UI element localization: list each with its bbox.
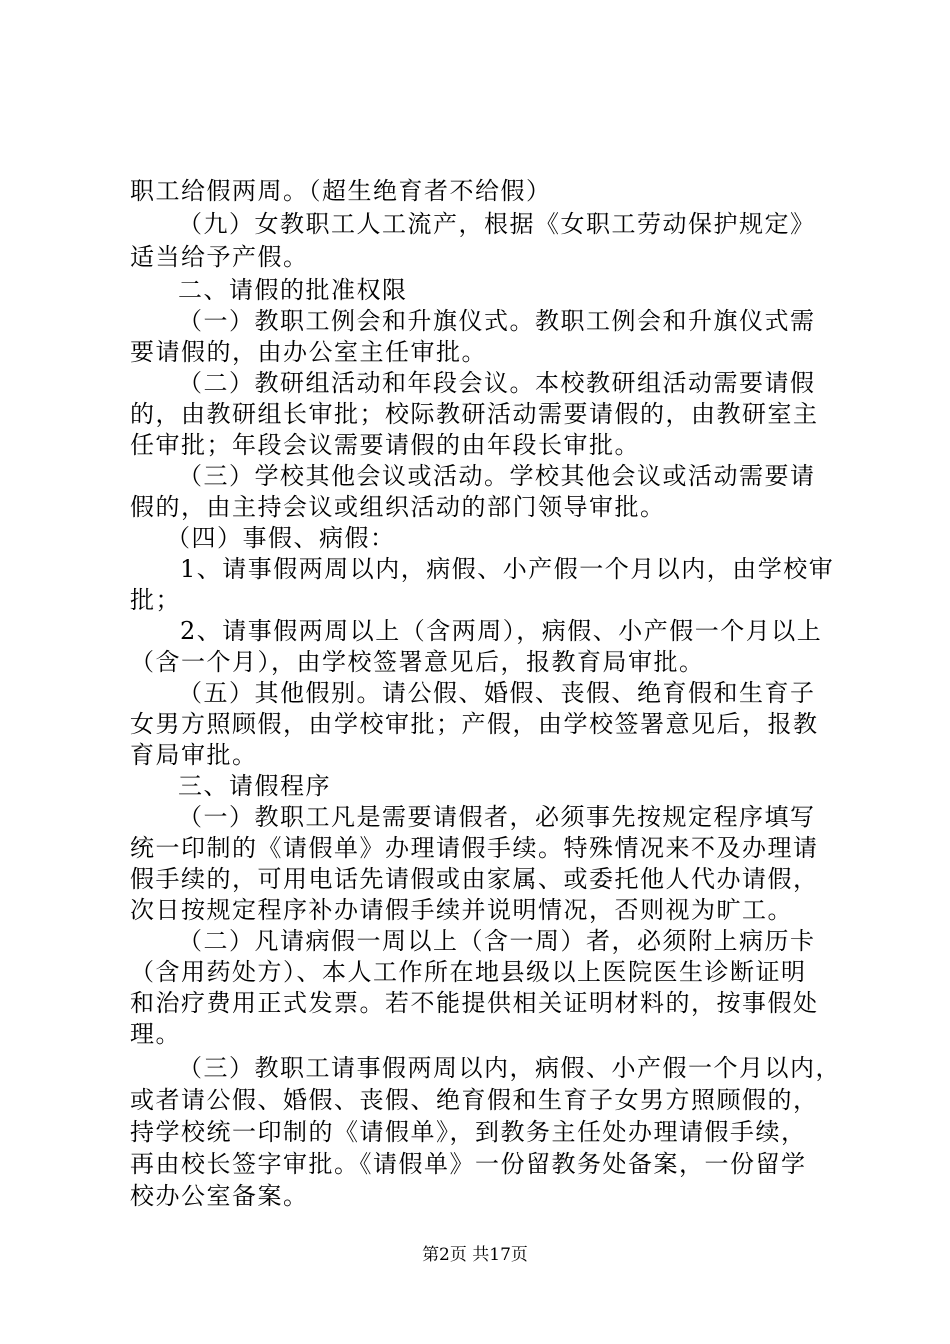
text-line: 女男方照顾假，由学校审批；产假，由学校签署意见后，报教 [130, 710, 819, 738]
text-line: 统一印制的《请假单》办理请假手续。特殊情况来不及办理请 [130, 834, 819, 862]
text-line: 和治疗费用正式发票。若不能提供相关证明材料的，按事假处 [130, 989, 819, 1017]
text-line: （三）学校其他会议或活动。学校其他会议或活动需要请 [178, 462, 816, 490]
text-line: 的，由教研组长审批；校际教研活动需要请假的，由教研室主 [130, 400, 819, 428]
text-line: （二）凡请病假一周以上（含一周）者，必须附上病历卡 [178, 927, 816, 955]
text-line: 职工给假两周。（超生绝育者不给假） [130, 177, 552, 205]
text-line: （一）教职工例会和升旗仪式。教职工例会和升旗仪式需 [178, 307, 816, 335]
text-line: （五）其他假别。请公假、婚假、丧假、绝育假和生育子 [178, 679, 816, 707]
section-heading: 三、请假程序 [178, 772, 331, 800]
text-line: （一）教职工凡是需要请假者，必须事先按规定程序填写 [178, 803, 816, 831]
text-line: 假的，由主持会议或组织活动的部门领导审批。 [130, 493, 666, 521]
text-line: 适当给予产假。 [130, 243, 309, 271]
text-line: 再由校长签字审批。《请假单》一份留教务处备案，一份留学 [130, 1150, 807, 1178]
text-line: 持学校统一印制的《请假单》，到教务主任处办理请假手续， [130, 1118, 807, 1146]
text-line: （九）女教职工人工流产，根据《女职工劳动保护规定》 [178, 210, 816, 238]
text-line: （含一个月），由学校签署意见后，报教育局审批。 [130, 648, 705, 676]
text-line: 1、请事假两周以内，病假、小产假一个月以内，由学校审 [180, 555, 835, 583]
text-line: 育局审批。 [130, 741, 258, 769]
text-line: 批； [130, 586, 181, 614]
section-heading: 二、请假的批准权限 [178, 276, 408, 304]
text-line: （含用药处方）、本人工作所在地县级以上医院医生诊断证明 [130, 958, 807, 986]
text-line: 要请假的，由办公室主任审批。 [130, 338, 487, 366]
text-line: （四）事假、病假： [166, 524, 396, 552]
page-number-footer: 第2页 共17页 [422, 1245, 528, 1265]
text-line: 假手续的，可用电话先请假或由家属、或委托他人代办请假， [130, 865, 819, 893]
text-line: 2、请事假两周以上（含两周），病假、小产假一个月以上 [180, 617, 823, 645]
text-line: （三）教职工请事假两周以内，病假、小产假一个月以内， [178, 1054, 841, 1082]
text-line: 次日按规定程序补办请假手续并说明情况，否则视为旷工。 [130, 896, 793, 924]
text-line: 校办公室备案。 [130, 1182, 309, 1210]
text-line: 或者请公假、婚假、丧假、绝育假和生育子女男方照顾假的， [130, 1086, 819, 1114]
text-line: 理。 [130, 1020, 181, 1048]
text-line: 任审批；年段会议需要请假的由年段长审批。 [130, 431, 640, 459]
text-line: （二）教研组活动和年段会议。本校教研组活动需要请假 [178, 369, 816, 397]
